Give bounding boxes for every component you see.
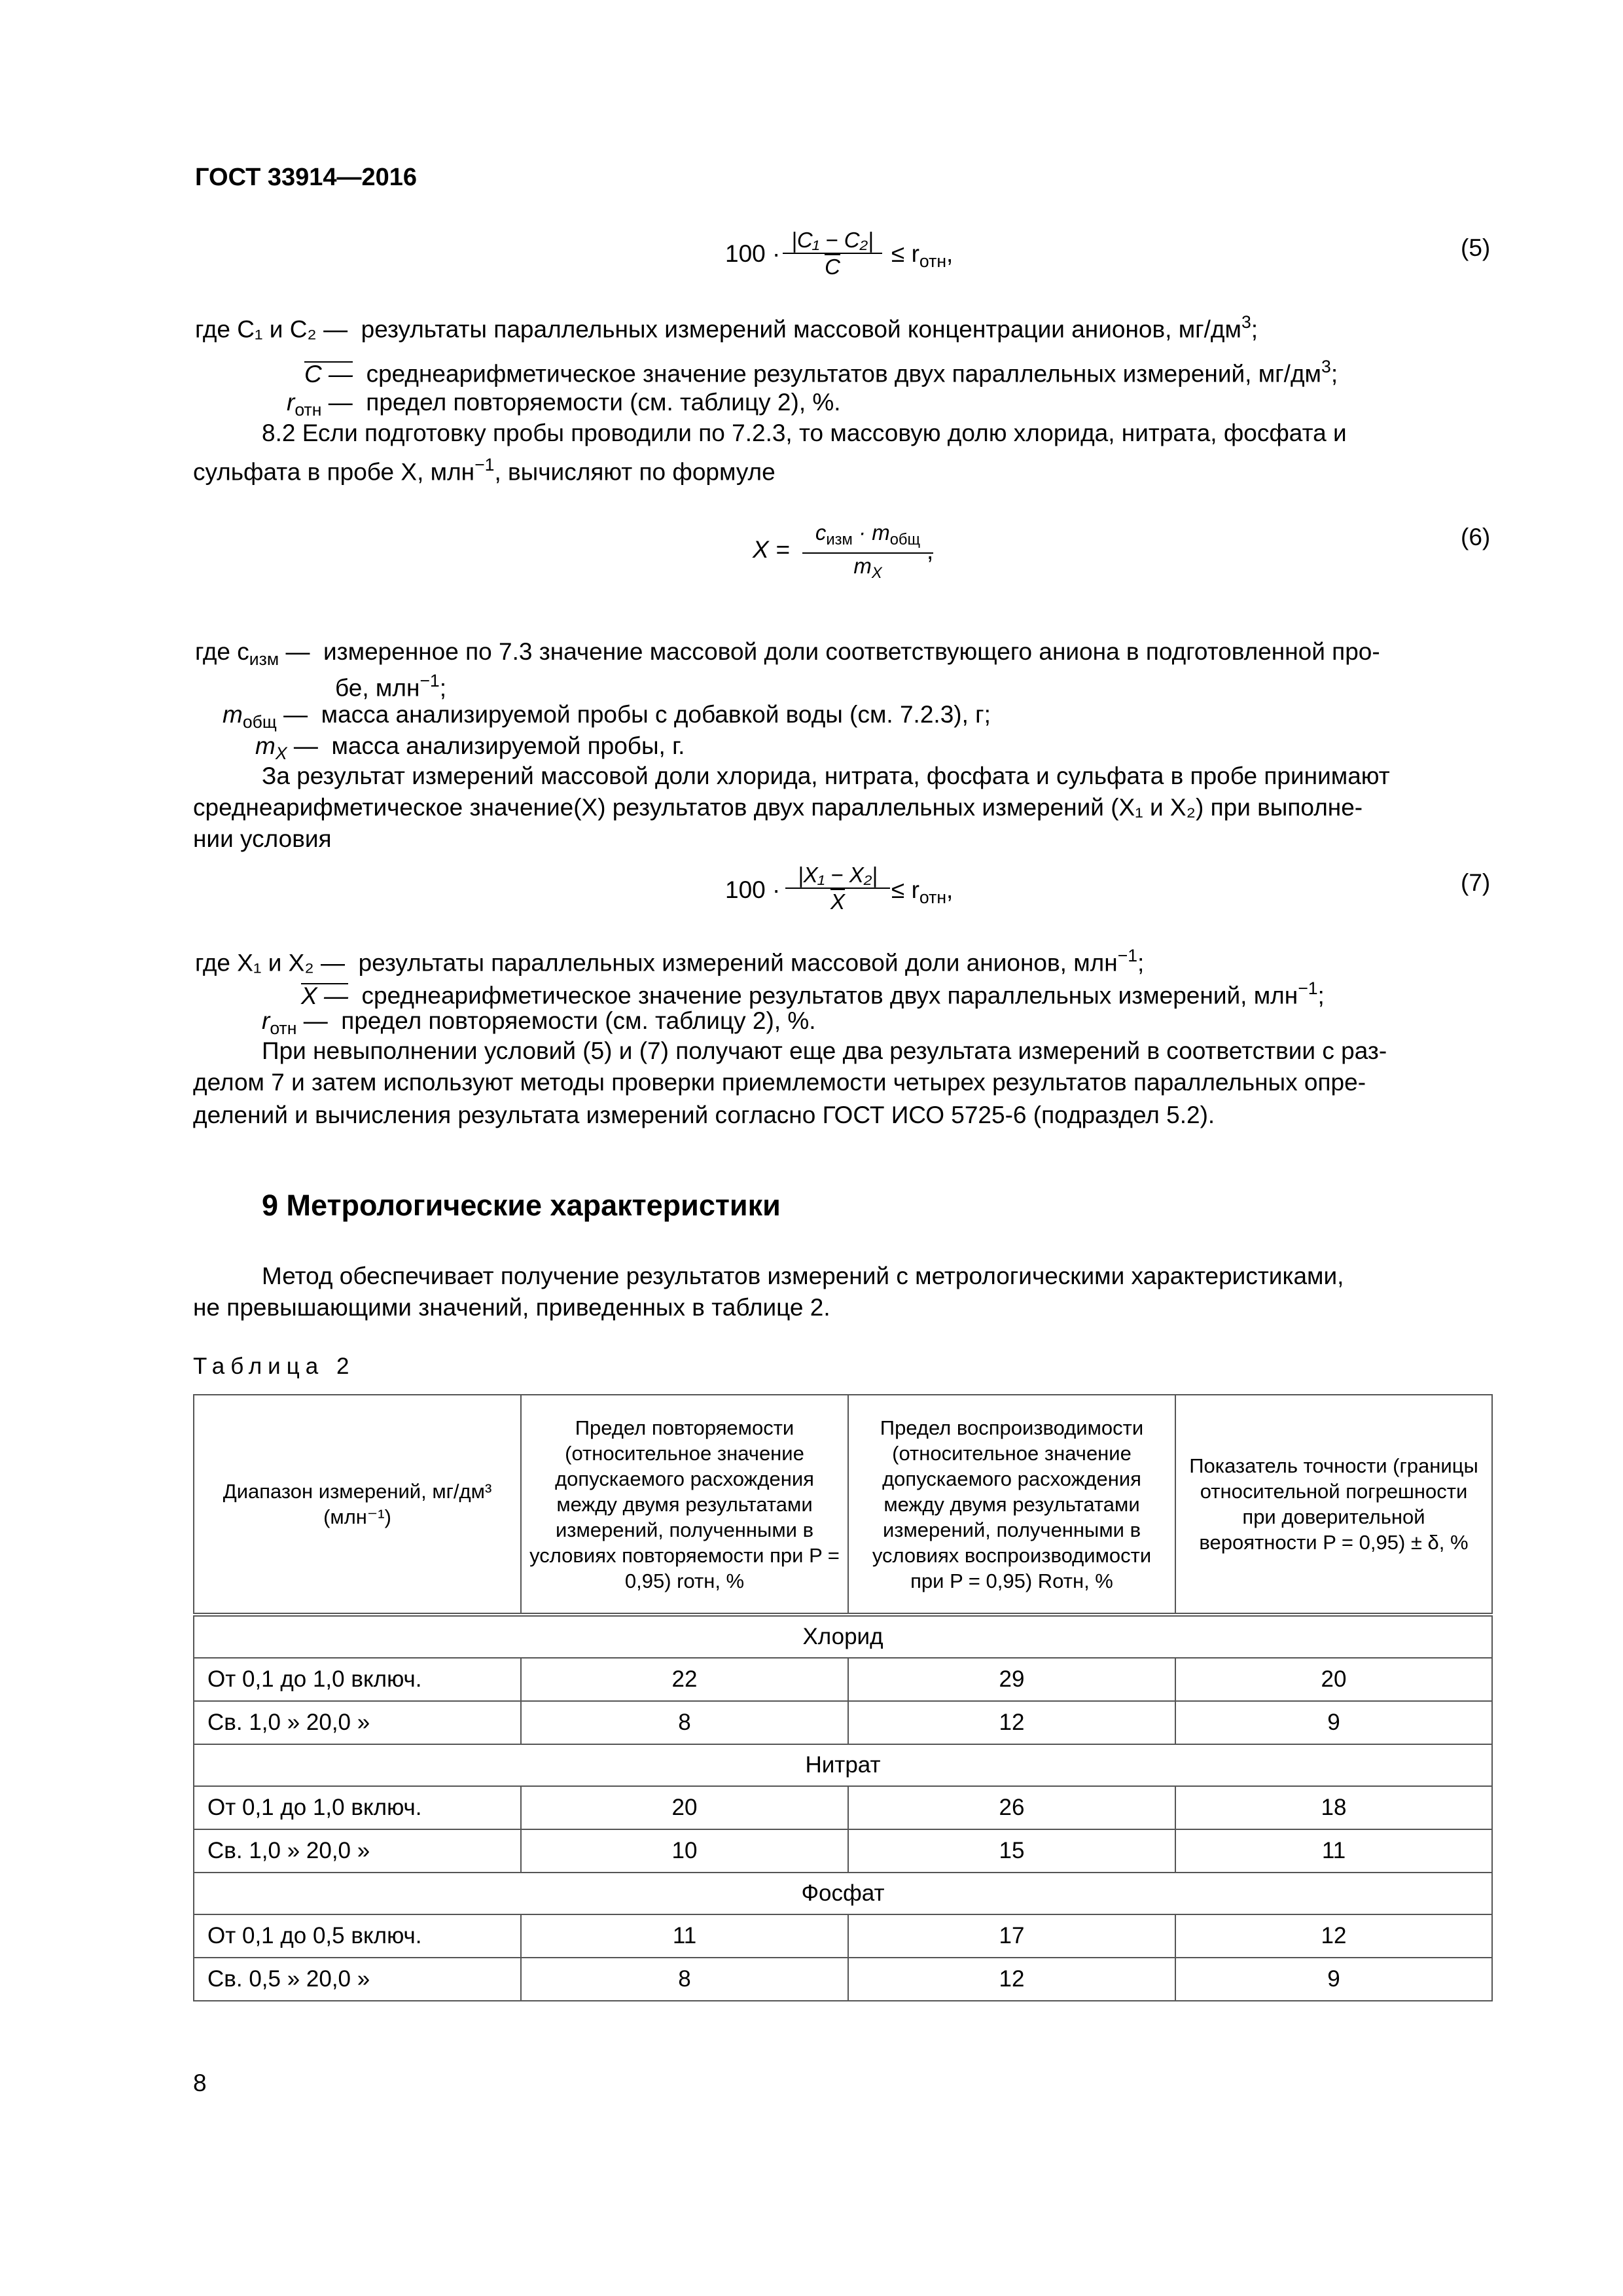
- def5-line-3: $r_{отн}$ — предел повторяемости (см. таблицу 2), %.: [287, 389, 841, 420]
- eq6-number: (6): [1461, 524, 1491, 550]
- p-result-line-2: среднеарифметическое значение(X) результатов двух параллельных измерений (X₁ и X₂) при выполне-: [193, 794, 1363, 821]
- p-result-line-3: нии условия: [193, 825, 332, 852]
- metrology-table: [193, 1394, 1493, 2001]
- table-row: Св. 1,0 » 20,0 » 8 12 9: [194, 1701, 1492, 1744]
- page-number: 8: [193, 2070, 207, 2096]
- eq6-rhs: ,: [927, 537, 934, 564]
- table-group-row: Фосфат: [194, 1873, 1492, 1914]
- p-result-line-1: За результат измерений массовой доли хлорида, нитрата, фосфата и сульфата в пробе принимают: [262, 762, 1390, 789]
- table-row: Св. 0,5 » 20,0 » 8 12 9: [194, 1958, 1492, 2001]
- def7-line-3: $r_{отн}$ — предел повторяемости (см. таблицу 2), %.: [262, 1007, 816, 1038]
- table-row: От 0,1 до 0,5 включ. 11 17 12: [194, 1914, 1492, 1958]
- eq7-fraction: [785, 863, 890, 914]
- eq7-number: (7): [1461, 869, 1491, 896]
- eq7-denominator: X: [830, 889, 845, 914]
- def5-line-2: C — среднеарифметическое значение результатов двух параллельных измерений, $мг/дм^3$;: [304, 357, 1338, 387]
- p-fail-line-2: делом 7 и затем используют методы проверки приемлемости четырех результатов параллельных опре-: [193, 1069, 1366, 1096]
- table-group-row: Нитрат: [194, 1744, 1492, 1786]
- eq5-fraction: [783, 228, 882, 279]
- section-heading: 9 Метрологические характеристики: [262, 1189, 781, 1222]
- eq6-lhs: X =: [753, 536, 790, 563]
- p-fail-line-1: При невыполнении условий (5) и (7) получают еще два результата измерений в соответствии с раз-: [262, 1037, 1387, 1064]
- table-row: Св. 1,0 » 20,0 » 10 15 11: [194, 1829, 1492, 1873]
- section9-text-2: не превышающими значений, приведенных в таблице 2.: [193, 1294, 830, 1321]
- table-header-repeatability: Предел повторяемости (относительное значение допускаемого расхождения между двумя результатами измерений, полученными в условиях повторяемости при P = 0,95) rотн, %: [521, 1395, 848, 1615]
- def6-line-2: бе, млн$^{-1}$;: [335, 671, 447, 702]
- document-header: ГОСТ 33914—2016: [195, 164, 418, 191]
- eq6-fraction: [802, 520, 933, 586]
- table-header-reproducibility: Предел воспроизводимости (относительное значение допускаемого расхождения между двумя результатами измерений, полученными в условиях воспроизводимости при P = 0,95) Rотн, %: [848, 1395, 1175, 1615]
- eq7-rhs: ≤ $r_{отн}$,: [891, 876, 954, 907]
- eq5-rhs: ≤ $r_{отн}$,: [891, 240, 954, 271]
- table-group-row: Хлорид: [194, 1615, 1492, 1658]
- p82-line-2: сульфата в пробе X, млн$^{-1}$, вычисляют по формуле: [193, 455, 776, 486]
- def7-line-1: где X₁ и X₂ — результаты параллельных измерений массовой доли анионов, млн$^{-1}$;: [195, 946, 1145, 977]
- eq7-numerator: |X₁ − X₂|: [798, 863, 878, 887]
- eq6-denominator: $m_X$: [853, 554, 882, 583]
- def6-line-3: $m_{общ}$ — масса анализируемой пробы с добавкой воды (см. 7.2.3), г;: [223, 701, 991, 732]
- p82-line-1: 8.2 Если подготовку пробы проводили по 7.2.3, то массовую долю хлорида, нитрата, фосфата и: [262, 420, 1347, 446]
- section9-text-1: Метод обеспечивает получение результатов измерений с метрологическими характеристиками,: [262, 1263, 1344, 1289]
- def6-line-4: $m_X$ — масса анализируемой пробы, г.: [255, 732, 685, 763]
- table-header-row: [194, 1395, 1492, 1615]
- table-row: От 0,1 до 1,0 включ. 22 29 20: [194, 1658, 1492, 1701]
- eq6-numerator: $c_{изм} \cdot m_{общ}$: [815, 520, 921, 549]
- eq7-lhs: 100 ·: [725, 876, 781, 903]
- table-row: От 0,1 до 1,0 включ. 20 26 18: [194, 1786, 1492, 1829]
- eq5-number: (5): [1461, 234, 1491, 261]
- table-header-range: Диапазон измерений, мг/дм³ (млн⁻¹): [194, 1395, 521, 1615]
- p-fail-line-3: делений и вычисления результата измерений согласно ГОСТ ИСО 5725-6 (подраздел 5.2).: [193, 1102, 1215, 1128]
- def7-line-2: X — среднеарифметическое значение результатов двух параллельных измерений, млн$^{-1}$;: [301, 978, 1325, 1009]
- eq5-denominator: C: [825, 255, 840, 279]
- table-header-accuracy: Показатель точности (границы относительной погрешности при доверительной вероятности P = 0,95) ± δ, %: [1175, 1395, 1492, 1615]
- table-caption: Таблица 2: [193, 1354, 355, 1379]
- def6-line-1: где $c_{изм}$ — измеренное по 7.3 значение массовой доли соответствующего аниона в подготовленной про-: [195, 638, 1380, 669]
- eq5-numerator: |C₁ − C₂|: [791, 228, 874, 252]
- def5-line-1: где C₁ и C₂ — результаты параллельных измерений массовой концентрации анионов, $мг/дм^3$;: [195, 312, 1258, 343]
- eq5-lhs: 100 ·: [725, 240, 781, 267]
